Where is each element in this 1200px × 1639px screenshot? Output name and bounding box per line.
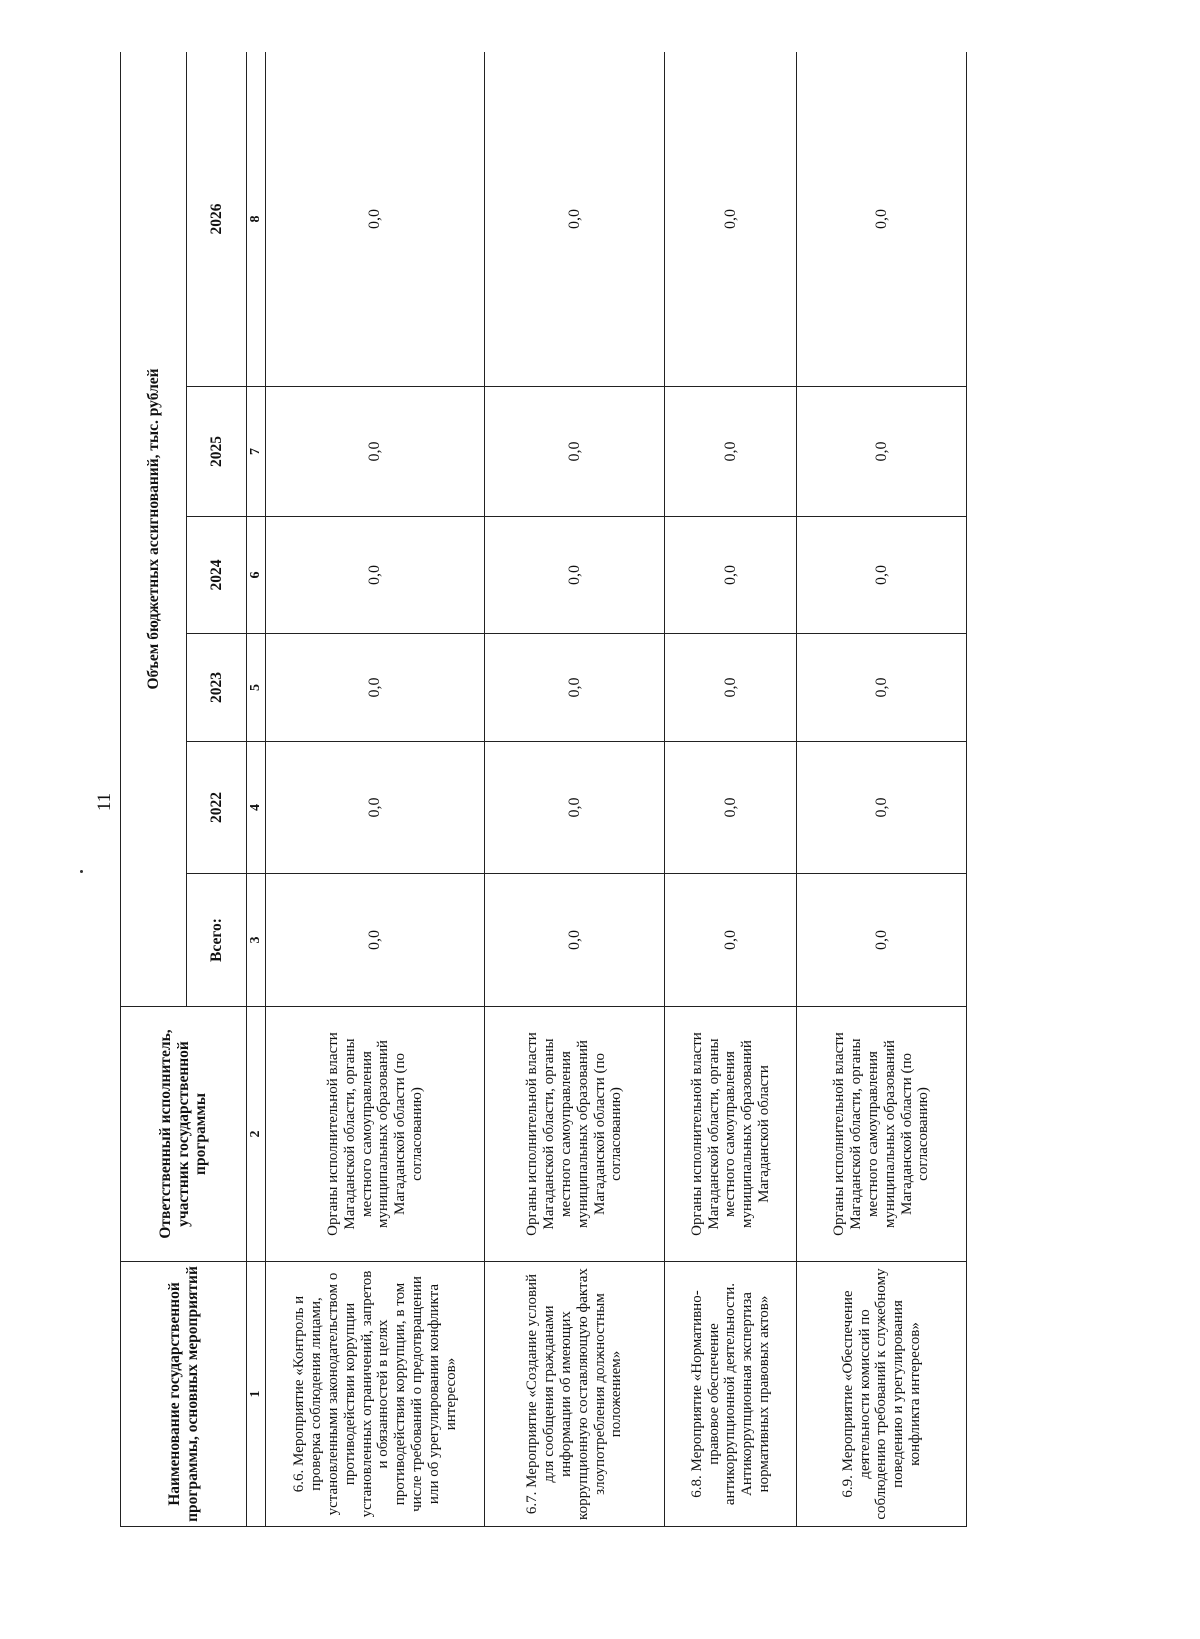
measure-executor: Органы исполнительной власти Магаданской области, органы местного самоуправления муниципальных образований Магаданской области (по согласованию) <box>266 1007 485 1262</box>
header-row-1 <box>121 52 187 1527</box>
budget-table <box>120 52 967 1527</box>
measure-name: 6.9. Мероприятие «Обеспечение деятельности комиссий по соблюдению требований к служебному поведению и урегулирования конфликта интересов» <box>797 1262 967 1527</box>
budget-table-container <box>120 52 967 1527</box>
value-2022: 0,0 <box>485 742 665 874</box>
value-2022: 0,0 <box>797 742 967 874</box>
header-year-2023: 2023 <box>187 634 247 742</box>
header-year-2025: 2025 <box>187 387 247 517</box>
value-2023: 0,0 <box>665 634 797 742</box>
column-number: 4 <box>247 742 266 874</box>
column-number: 3 <box>247 874 266 1007</box>
value-2024: 0,0 <box>266 517 485 634</box>
header-total: Всего: <box>187 874 247 1007</box>
header-year-2024: 2024 <box>187 517 247 634</box>
value-2024: 0,0 <box>485 517 665 634</box>
column-number: 2 <box>247 1007 266 1262</box>
value-2023: 0,0 <box>266 634 485 742</box>
column-number: 1 <box>247 1262 266 1527</box>
value-2026: 0,0 <box>665 52 797 387</box>
header-year-2022: 2022 <box>187 742 247 874</box>
scan-speck <box>80 870 83 873</box>
value-2022: 0,0 <box>266 742 485 874</box>
table-row <box>485 52 665 1527</box>
value-2024: 0,0 <box>797 517 967 634</box>
value-2026: 0,0 <box>485 52 665 387</box>
header-year-2026: 2026 <box>187 52 247 387</box>
value-total: 0,0 <box>266 874 485 1007</box>
value-2025: 0,0 <box>266 387 485 517</box>
page-number: 11 <box>94 792 115 812</box>
measure-executor: Органы исполнительной власти Магаданской области, органы местного самоуправления муниципальных образований Магаданской области (по согласованию) <box>485 1007 665 1262</box>
measure-name: 6.7. Мероприятие «Создание условий для сообщения гражданами информации об имеющих коррупционную составляющую фактах злоупотребления должностным положением» <box>485 1262 665 1527</box>
measure-name: 6.8. Мероприятие «Нормативно-правовое обеспечение антикоррупционной деятельности. Антикоррупционная экспертиза нормативных правовых актов» <box>665 1262 797 1527</box>
header-executor: Ответственный исполнитель, участник государственной программы <box>121 1007 247 1262</box>
value-2026: 0,0 <box>266 52 485 387</box>
column-number: 5 <box>247 634 266 742</box>
value-2023: 0,0 <box>797 634 967 742</box>
value-2024: 0,0 <box>665 517 797 634</box>
table-row <box>266 52 485 1527</box>
table-row <box>797 52 967 1527</box>
value-total: 0,0 <box>797 874 967 1007</box>
measure-executor: Органы исполнительной власти Магаданской области, органы местного самоуправления муниципальных образований Магаданской области <box>665 1007 797 1262</box>
column-number: 8 <box>247 52 266 387</box>
value-total: 0,0 <box>485 874 665 1007</box>
value-2025: 0,0 <box>665 387 797 517</box>
value-2022: 0,0 <box>665 742 797 874</box>
value-total: 0,0 <box>665 874 797 1007</box>
header-program-name: Наименование государственной программы, основных мероприятий <box>121 1262 247 1527</box>
measure-executor: Органы исполнительной власти Магаданской области, органы местного самоуправления муниципальных образований Магаданской области (по согласованию) <box>797 1007 967 1262</box>
value-2025: 0,0 <box>797 387 967 517</box>
measure-name: 6.6. Мероприятие «Контроль и проверка соблюдения лицами, установленными законодательством о противодействии коррупции установленных ограничений, запретов и обязанностей в целях противодействия коррупции, в том числе требований о предотвращении или об урегулировании конфликта интересов» <box>266 1262 485 1527</box>
rotated-table-frame <box>120 52 967 1527</box>
column-number: 7 <box>247 387 266 517</box>
header-budget-volume: Объем бюджетных ассигнований, тыс. рублей <box>121 52 187 1007</box>
value-2026: 0,0 <box>797 52 967 387</box>
table-row <box>665 52 797 1527</box>
column-number: 6 <box>247 517 266 634</box>
value-2023: 0,0 <box>485 634 665 742</box>
column-number-row <box>247 52 266 1527</box>
value-2025: 0,0 <box>485 387 665 517</box>
